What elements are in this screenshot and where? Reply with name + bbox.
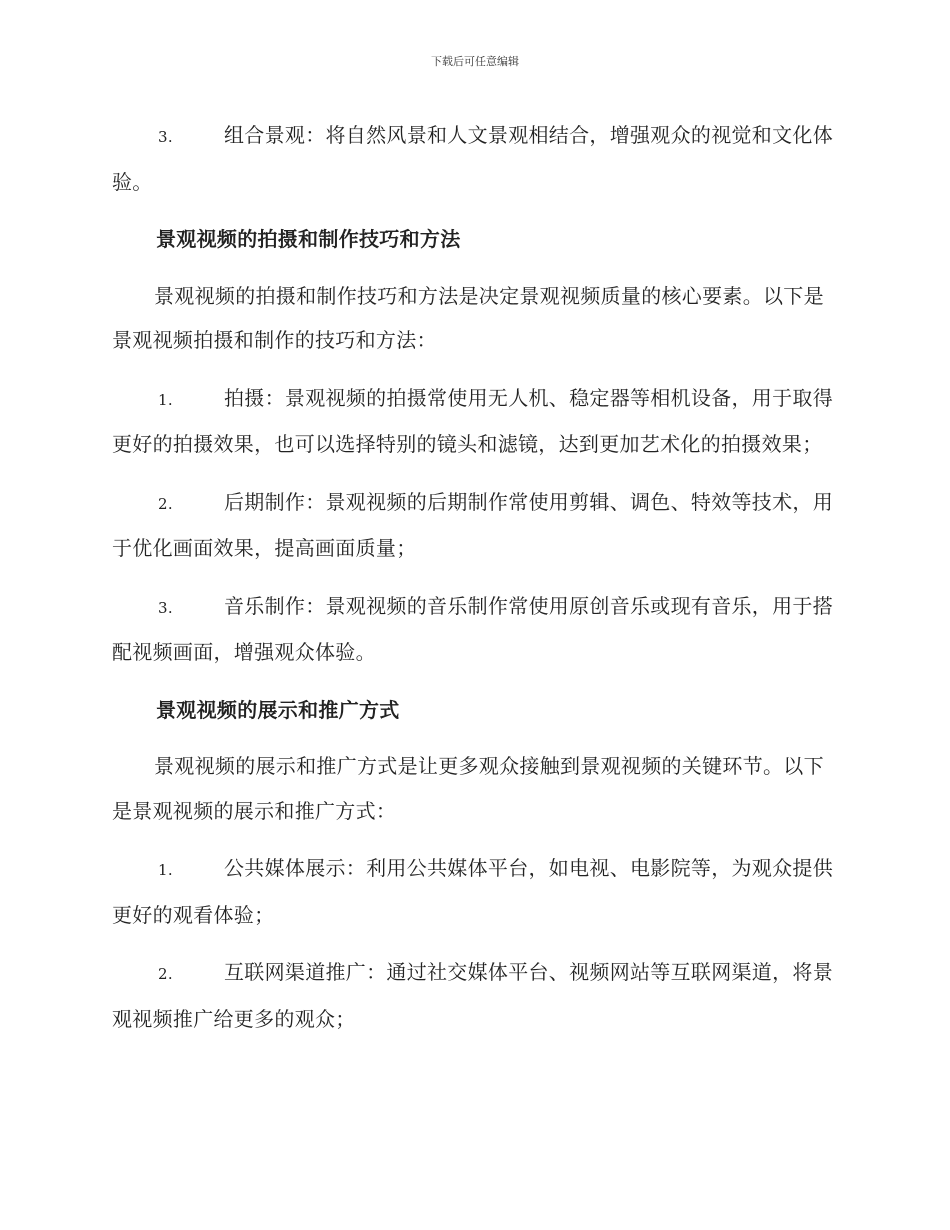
list-item [112, 480, 834, 571]
page-header: 下载后可任意编辑 [431, 55, 519, 68]
section-heading: 景观视频的拍摄和制作技巧和方法 [156, 227, 461, 251]
list-item [112, 113, 834, 204]
list-item-text: 互联网渠道推广：通过社交媒体平台、视频网站等互联网渠道，将景观视频推广给更多的观众； [112, 960, 833, 1031]
list-item [112, 950, 834, 1041]
list-item [112, 584, 834, 675]
section-heading: 景观视频的展示和推广方式 [156, 697, 400, 722]
list-item-number: 3. [158, 128, 173, 146]
list-item [112, 376, 834, 467]
list-item-text: 音乐制作：景观视频的音乐制作常使用原创音乐或现有音乐，用于搭配视频画面，增强观众体验。 [112, 593, 833, 664]
list-item-text: 拍摄：景观视频的拍摄常使用无人机、稳定器等相机设备，用于取得更好的拍摄效果，也可以选择特别的镜头和滤镜，达到更加艺术化的拍摄效果； [112, 385, 833, 456]
list-item [112, 846, 834, 937]
paragraph: 景观视频的展示和推广方式是让更多观众接触到景观视频的关键环节。以下是景观视频的展示和推广方式： [112, 754, 824, 823]
list-item-number: 1. [158, 861, 173, 879]
list-item-text: 组合景观：将自然风景和人文景观相结合，增强观众的视觉和文化体验。 [112, 123, 833, 194]
list-item-text: 后期制作：景观视频的后期制作常使用剪辑、调色、特效等技术，用于优化画面效果，提高画面质量； [112, 489, 833, 560]
list-item-number: 1. [158, 390, 173, 409]
list-item-number: 2. [158, 965, 173, 983]
list-item-number: 3. [158, 598, 173, 617]
document-body [112, 113, 834, 1054]
paragraph: 景观视频的拍摄和制作技巧和方法是决定景观视频质量的核心要素。以下是景观视频拍摄和制作的技巧和方法： [112, 283, 824, 352]
list-item-number: 2. [158, 494, 173, 513]
list-item-text: 公共媒体展示：利用公共媒体平台，如电视、电影院等，为观众提供更好的观看体验； [112, 856, 833, 927]
